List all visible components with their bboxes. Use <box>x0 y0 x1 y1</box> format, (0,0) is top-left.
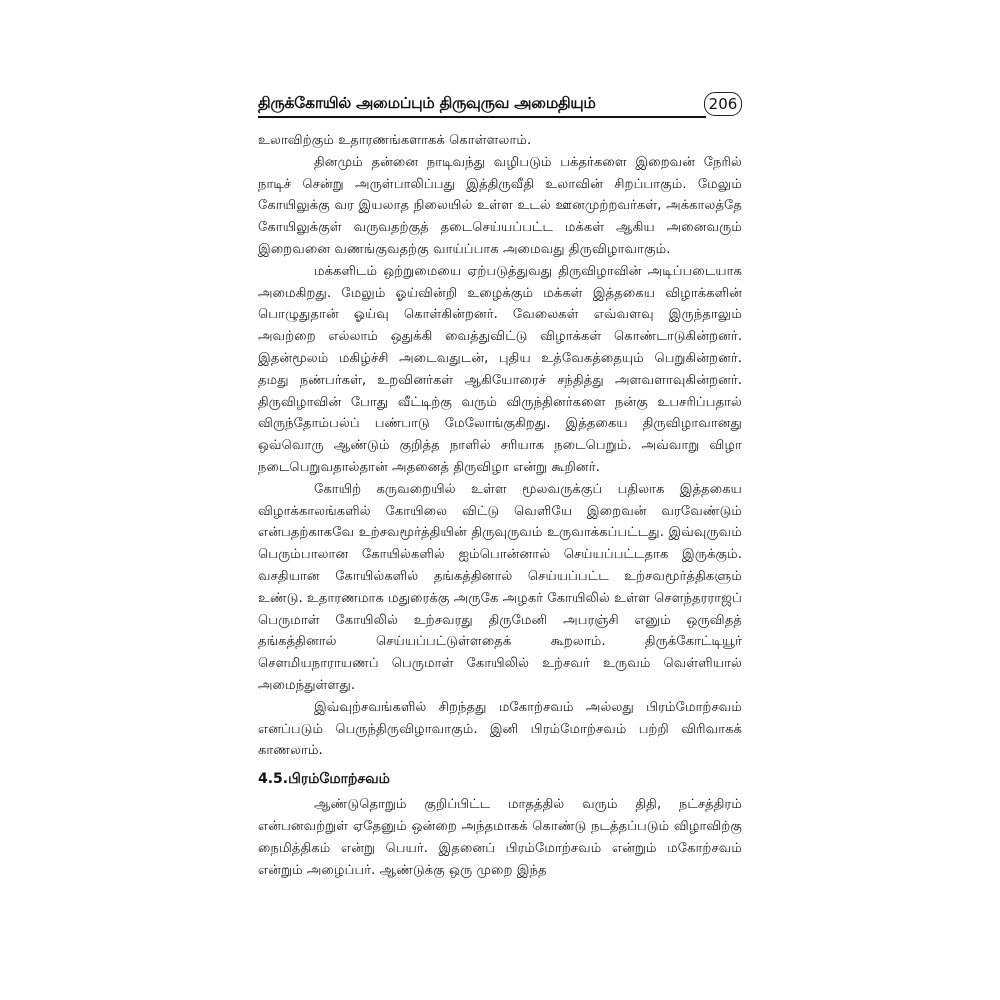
running-header <box>258 88 742 124</box>
section-paragraph: ஆண்டுதொறும் குறிப்பிட்ட மாதத்தில் வரும் திதி, நட்சத்திரம் என்பனவற்றுள் ஏதேனும் ஒன்றை அந்தமாகக் கொண்டு நடத்தப்படும் விழாவிற்கு நைமித்திகம் என்று பெயர். இதனைப் பிரம்மோற்சவம் என்றும் மகோற்சவம் என்றும் அழைப்பர். ஆண்டுக்கு ஒரு முறை இந்த <box>258 797 742 878</box>
page-number-badge: 206 <box>704 92 742 116</box>
section-heading: 4.5.பிரம்மோற்சவம் <box>258 771 390 788</box>
body-text <box>258 130 742 881</box>
paragraph: இவ்வுற்சவங்களில் சிறந்தது மகோற்சவம் அல்லது பிரம்மோற்சவம் எனப்படும் பெருந்திருவிழாவாகும். இனி பிரம்மோற்சவம் பற்றி விரிவாகக் காணலாம். <box>258 699 742 759</box>
paragraph-continuation: உலாவிற்கும் உதாரணங்களாகக் கொள்ளலாம். <box>258 133 532 148</box>
paragraph: கோயிற் கருவறையில் உள்ள மூலவருக்குப் பதிலாக இத்தகைய விழாக்காலங்களில் கோயிலை விட்டு வெளியே இறைவன் வரவேண்டும் என்பதற்காகவே உற்சவமூர்த்தியின் திருவுருவம் உருவாக்கப்பட்டது. இவ்வுருவம் பெரும்பாலான கோயில்களில் ஐம்பொன்னால் செய்யப்பட்டதாக இருக்கும். வசதியான கோயில்களில் தங்கத்தினால் செய்யப்பட்ட உற்சவமூர்த்திகளும் உண்டு. உதாரணமாக மதுரைக்கு அருகே அழகர் கோயிலில் உள்ள சௌந்தரராஜப் பெருமாள் கோயிலில் உற்சவரது திருமேனி அபரஞ்சி எனும் ஒருவிதத் தங்கத்தினால் செய்யப்பட்டுள்ளதைக் கூறலாம். திருக்கோட்டியூர் சௌமியநாராயணப் பெருமாள் கோயிலில் உற்சவர் உருவம் வெள்ளியால் அமைந்துள்ளது. <box>258 481 742 693</box>
header-title: திருக்கோயில் அமைப்பும் திருவுருவ அமைதியும் <box>258 94 596 112</box>
paragraph: மக்களிடம் ஒற்றுமையை ஏற்படுத்துவது திருவிழாவின் அடிப்படையாக அமைகிறது. மேலும் ஓய்வின்றி உழைக்கும் மக்கள் இத்தகைய விழாக்களின் பொழுதுதான் ஓய்வு கொள்கின்றனர். வேலைகள் எவ்வளவு இருந்தாலும் அவற்றை எல்லாம் ஒதுக்கி வைத்துவிட்டு விழாக்கள் கொண்டாடுகின்றனர். இதன்மூலம் மகிழ்ச்சி அடைவதுடன், புதிய உத்வேகத்தையும் பெறுகின்றனர். தமது நண்பர்கள், உறவினர்கள் ஆகியோரைச் சந்தித்து அளவளாவுகின்றனர். திருவிழாவின் போது வீட்டிற்கு வரும் விருந்தினர்களை நன்கு உபசரிப்பதால் விருந்தோம்பல்ப் பண்பாடு மேலோங்குகிறது. இத்தகைய திருவிழாவானது ஒவ்வொரு ஆண்டும் குறித்த நாளில் சரியாக நடைபெறும். அவ்வாறு விழா நடைபெறுவதால்தான் அதனைத் திருவிழா என்று கூறினர். <box>258 263 742 475</box>
paragraph: தினமும் தன்னை நாடிவந்து வழிபடும் பக்தர்களை இறைவன் நேரில் நாடிச் சென்று அருள்பாலிப்பது இத்திருவீதி உலாவின் சிறப்பாகும். மேலும் கோயிலுக்கு வர இயலாத நிலையில் உள்ள உடல் ஊனமுற்றவர்கள், அக்காலத்தே கோயிலுக்குள் வருவதற்குத் தடைசெய்யப்பட்ட மக்கள் ஆகிய அனைவரும் இறைவனை வணங்குவதற்கு வாய்ப்பாக அமைவது திருவிழாவாகும். <box>258 154 742 257</box>
header-rule <box>258 116 706 118</box>
